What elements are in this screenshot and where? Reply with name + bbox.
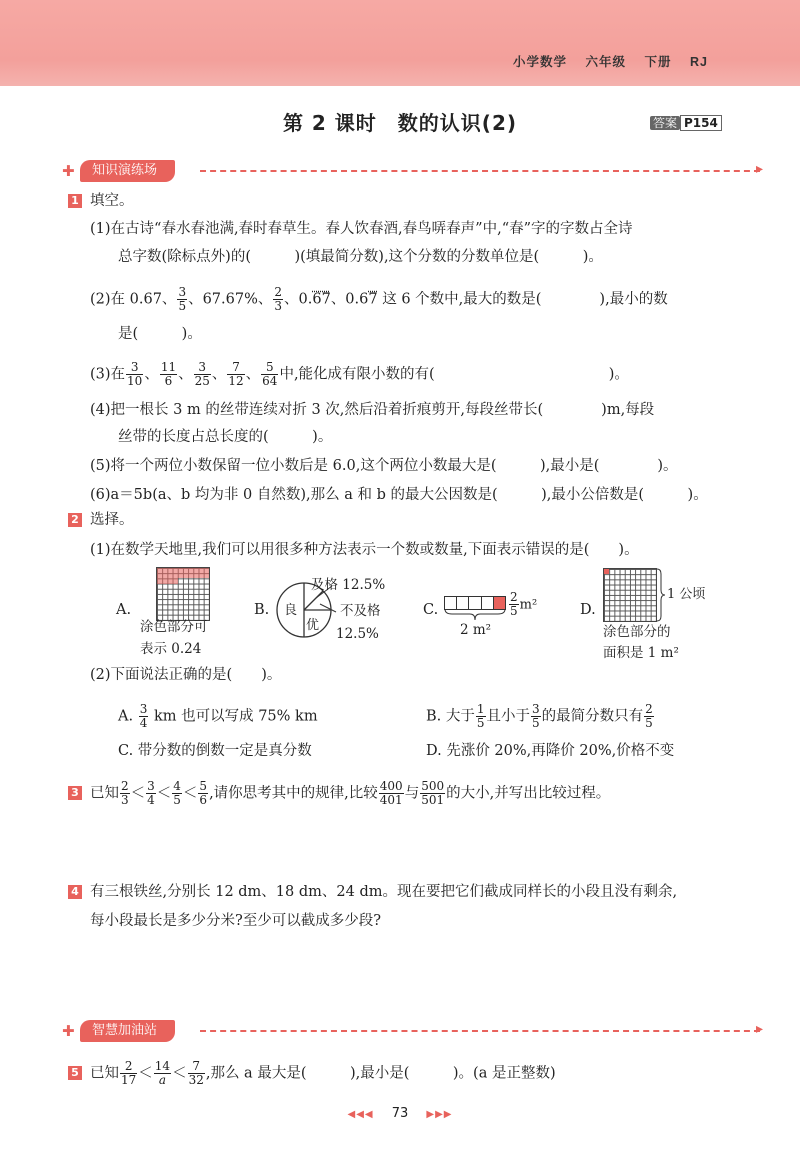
text: 中,能化成有限小数的有( )。 [279, 366, 629, 383]
text: B. 大于 [426, 708, 475, 725]
numerator: 2 [645, 702, 653, 716]
hundred-grid [156, 567, 210, 621]
text: 的最简分数只有 [541, 708, 644, 725]
q1-part1-line2: 总字数(除标点外)的( )(填最简分数),这个分数的分数单位是( )。 [118, 249, 603, 265]
q2-part2: (2)下面说法正确的是( )。 [90, 667, 282, 683]
fraction [509, 591, 519, 618]
fraction [160, 361, 177, 388]
denominator: 501 [421, 793, 445, 807]
q2-option-b [426, 703, 655, 730]
denominator: 5 [532, 716, 540, 730]
text: 的大小,并写出比较过程。 [446, 785, 611, 802]
question-number: 1 [68, 194, 82, 208]
denominator: 401 [379, 793, 403, 807]
arrow-right-icon: ▸ [756, 161, 764, 177]
text: ,请你思考其中的规律,比较 [209, 785, 378, 802]
page-number: 73 [391, 1106, 409, 1121]
numerator: 3 [139, 702, 148, 716]
q2-part1: (1)在数学天地里,我们可以用很多种方法表示一个数或数量,下面表示错误的是( )。 [90, 542, 639, 558]
denominator: 5 [476, 716, 485, 730]
answer-page: P154 [680, 115, 722, 131]
numerator: 2 [120, 1060, 137, 1074]
fraction [198, 780, 208, 807]
fraction [261, 361, 278, 388]
text: ,那么 a 最大是( ),最小是( )。(a 是正整数) [205, 1065, 556, 1082]
fraction [420, 780, 445, 807]
dashed-divider [200, 170, 760, 172]
numerator: 3 [194, 361, 211, 375]
bracket-path [657, 569, 665, 621]
shaded-rows [157, 568, 209, 578]
numerator: 5 [199, 779, 208, 793]
denominator: 10 [127, 374, 143, 388]
q1-part4-line1: (4)把一根长 3 m 的丝带连续对折 3 次,然后沿着折痕剪开,每段丝带长( )m,每段 [90, 402, 655, 418]
shaded-cells [157, 578, 178, 583]
text: km 也可以写成 75% km [149, 708, 318, 725]
q1-part1-line1: (1)在古诗“春水春池满,春时春草生。春人饮春酒,春鸟哢春声”中,“春”字的字数占全诗 [90, 221, 633, 237]
q4-line2: 每小段最长是多少分米?至少可以截成多少段? [90, 913, 382, 929]
section-title: 知识演练场 [80, 160, 175, 182]
question-number: 5 [68, 1066, 82, 1080]
denominator: 5 [510, 604, 518, 618]
numerator: 14 [154, 1059, 171, 1073]
q1-part3: (3)在 $\frac{3}{10}$ 、 $\frac{11}{6}$ 、 $\frac{3}{25}$ 、 $\frac{7}{12}$ 、 $\frac{5}{64}$ 中,能化成有限小数的有( )。 [90, 360, 629, 388]
numerator: 3 [126, 361, 143, 375]
option-b-label: B. [254, 602, 270, 618]
fraction [379, 780, 404, 807]
denominator: 6 [199, 793, 208, 807]
fraction [146, 780, 156, 807]
pie-label-fail-value: 12.5% [336, 626, 379, 642]
grid-side-label: 1 公顷 [667, 587, 706, 602]
text: (3)在 [90, 366, 126, 383]
q1-part2-line2: 是( )。 [118, 326, 202, 342]
numerator: 2 [510, 590, 518, 604]
bracket [656, 568, 666, 622]
hectare-grid [603, 568, 657, 622]
q2-option-c: C. 带分数的倒数一定是真分数 [118, 743, 312, 759]
pie-label-pass: 及格 12.5% [311, 577, 386, 593]
pie-label-good: 良 [284, 603, 298, 618]
fraction [154, 1060, 171, 1087]
fraction [172, 780, 182, 807]
arrow-right-icon: ▸ [756, 1021, 764, 1037]
denominator: 3 [274, 299, 283, 313]
denominator: 4 [147, 793, 155, 807]
q2-option-a [118, 703, 318, 730]
denominator: 25 [194, 374, 210, 388]
numerator: 500 [421, 779, 445, 793]
denominator: 5 [173, 793, 181, 807]
denominator: 4 [139, 716, 148, 730]
question-title: 选择。 [90, 512, 134, 528]
fraction [476, 703, 486, 730]
grade-label: 六年级 [585, 55, 627, 69]
fraction [273, 286, 283, 313]
numerator: 5 [261, 361, 278, 375]
fraction [227, 361, 244, 388]
option-a-caption1: 涂色部分可 [140, 619, 208, 635]
denominator: 5 [178, 299, 187, 313]
text: 、0.6 [330, 291, 369, 308]
denominator: 64 [262, 374, 278, 388]
option-d-caption2: 面积是 1 m² [603, 645, 679, 661]
bolt-icon: ✚ [62, 1022, 75, 1040]
q1-part5: (5)将一个两位小数保留一位小数后是 6.0,这个两位小数最大是( ),最小是( )。 [90, 458, 678, 474]
text: 已知 [90, 785, 119, 802]
book-info [499, 52, 708, 70]
header-band [0, 0, 800, 86]
option-c-label: C. [423, 602, 439, 618]
numerator: 7 [227, 361, 244, 375]
numerator: 4 [173, 779, 181, 793]
denominator: 32 [188, 1073, 204, 1087]
fraction [644, 703, 654, 730]
repeating-digits: 67 [312, 291, 331, 308]
answer-reference [650, 114, 722, 131]
numerator: 2 [274, 285, 283, 299]
unit: m² [519, 597, 538, 613]
bolt-icon: ✚ [62, 162, 75, 180]
numerator: 1 [476, 702, 485, 716]
repeating-digit: 7 [368, 291, 378, 308]
page-title: 第 2 课时 数的认识(2) [282, 111, 518, 135]
text: 、0. [284, 291, 313, 308]
denominator: 17 [121, 1073, 137, 1087]
section-banner-challenge [62, 1020, 782, 1042]
q3-text: 已知 $\frac{2}{3}$ ＜ $\frac{3}{4}$ ＜ $\frac{4}{5}$ ＜ $\frac{5}{6}$ ,请你思考其中的规律,比较 $\frac{400}{401}$ 与 $\frac{500}{501}$ 的大小,并写出比较过程。 [90, 779, 611, 807]
fraction [120, 780, 130, 807]
brace-path [445, 609, 505, 620]
q1-part2-line1 [90, 286, 668, 313]
pie-label-excellent: 优 [306, 618, 320, 633]
q5-text: 已知 $\frac{2}{17}$ ＜ $\frac{14}{a}$ ＜ $\frac{7}{32}$ ,那么 a 最大是( ),最小是( )。(a 是正整数) [90, 1059, 556, 1087]
text: 且小于 [486, 708, 531, 725]
fraction [188, 1060, 205, 1087]
fraction [194, 361, 211, 388]
question-number: 3 [68, 786, 82, 800]
fraction [531, 703, 541, 730]
option-d-label: D. [580, 602, 596, 618]
q2-option-d: D. 先涨价 20%,再降价 20%,价格不变 [426, 743, 675, 759]
option-d-caption1: 涂色部分的 [603, 624, 671, 640]
denominator: 12 [228, 374, 244, 388]
subject-label: 小学数学 [513, 55, 568, 69]
denominator: a [158, 1073, 166, 1087]
option-a-caption2: 表示 0.24 [140, 641, 202, 657]
answer-tag: 答案 [650, 116, 680, 130]
denominator: 5 [645, 716, 653, 730]
option-a-label: A. [116, 602, 132, 618]
shaded-cell [604, 569, 609, 574]
arrows-left-icon: ◀◀◀ [347, 1109, 374, 1120]
numerator: 3 [178, 285, 187, 299]
section-title: 智慧加油站 [80, 1020, 175, 1042]
question-title: 填空。 [90, 193, 134, 209]
page-footer [0, 1106, 800, 1121]
denominator: 3 [121, 793, 129, 807]
text: A. [118, 708, 134, 725]
fraction [120, 1060, 137, 1087]
denominator: 6 [164, 374, 173, 388]
section-banner-practice [62, 160, 782, 182]
edition-label: RJ [690, 55, 708, 69]
numerator: 400 [379, 779, 403, 793]
numerator: 3 [532, 702, 540, 716]
dashed-divider [200, 1030, 760, 1032]
option-c-value [508, 591, 537, 618]
numerator: 3 [147, 779, 155, 793]
question-number: 2 [68, 513, 82, 527]
text: 已知 [90, 1065, 119, 1082]
text: (2)在 0.67、 [90, 291, 177, 308]
arrows-right-icon: ▶▶▶ [426, 1109, 453, 1120]
numerator: 7 [188, 1060, 205, 1074]
volume-label: 下册 [644, 55, 672, 69]
q4-line1: 有三根铁丝,分别长 12 dm、18 dm、24 dm。现在要把它们截成同样长的小段且没有剩余, [90, 884, 678, 900]
fraction [126, 361, 143, 388]
q1-part6: (6)a＝5b(a、b 均为非 0 自然数),那么 a 和 b 的最大公因数是( ),最小公倍数是( )。 [90, 487, 708, 503]
fraction [139, 703, 149, 730]
text: 这 6 个数中,最大的数是( ),最小的数 [377, 291, 668, 308]
fraction [177, 286, 187, 313]
bar-total: 2 m² [460, 622, 492, 638]
question-number: 4 [68, 885, 82, 899]
numerator: 2 [121, 779, 129, 793]
numerator: 11 [160, 360, 177, 374]
text: 与 [404, 785, 420, 802]
pie-label-fail: 不及格 [340, 603, 381, 619]
text: 、67.67%、 [188, 291, 273, 308]
q1-part4-line2: 丝带的长度占总长度的( )。 [118, 429, 333, 445]
